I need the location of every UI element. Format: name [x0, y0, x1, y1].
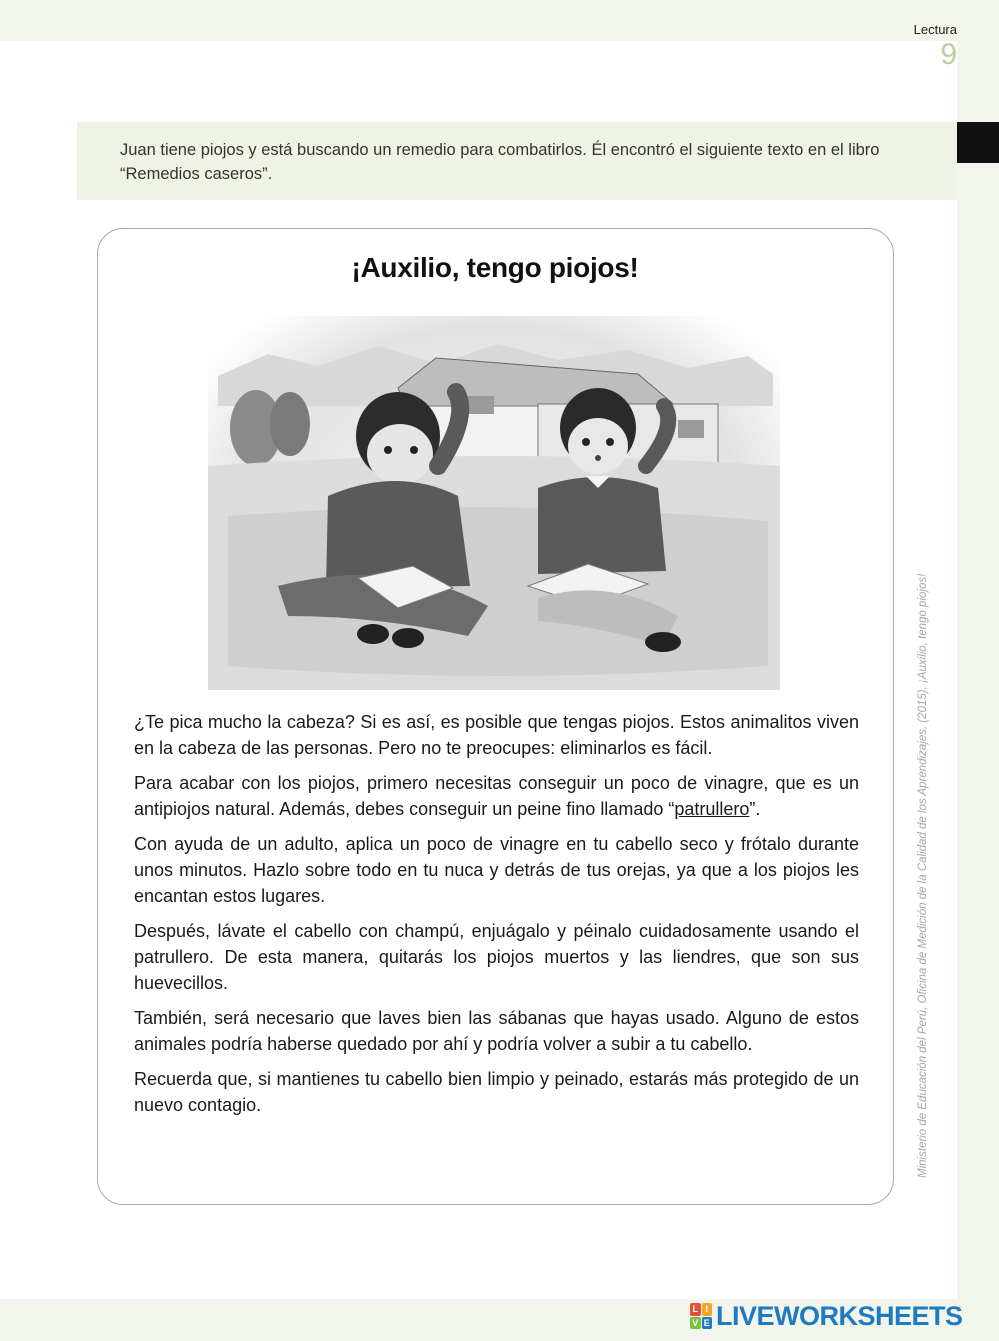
- paragraph-2: [134, 770, 859, 822]
- paragraph-3: Con ayuda de un adulto, aplica un poco de vinagre en tu cabello seco y frótalo durante unos minutos. Hazlo sobre todo en tu nuca y detrás de tus orejas, ya que a los piojos les encantan estos lugares.: [134, 834, 859, 906]
- badge-letter: I: [702, 1303, 713, 1316]
- badge-letter: E: [702, 1317, 713, 1330]
- badge-letter: L: [690, 1303, 701, 1316]
- paragraph-1: ¿Te pica mucho la cabeza? Si es así, es posible que tengas piojos. Estos animalitos viven en la cabeza de las personas. Pero no te preocupes: eliminarlos es fácil.: [134, 712, 859, 758]
- paragraph-4: Después, lávate el cabello con champú, enjuágalo y péinalo cuidadosamente usando el patrullero. De esta manera, quitarás los piojos muertos y las liendres, que son sus huevecillos.: [134, 921, 859, 993]
- liveworksheets-logo[interactable]: [690, 1302, 963, 1330]
- liveworksheets-badge-icon: [690, 1303, 712, 1329]
- section-tab-marker: [957, 122, 999, 163]
- term-patrullero: patrullero: [674, 799, 750, 819]
- liveworksheets-brand: LIVEWORKSHEETS: [716, 1300, 963, 1331]
- paragraph-5: También, será necesario que laves bien las sábanas que hayas usado. Alguno de estos animales podría haberse quedado por ahí y podría volver a subir a tu cabello.: [134, 1008, 859, 1054]
- section-number: 9: [940, 38, 957, 71]
- section-label: Lectura: [913, 22, 957, 37]
- paragraph-2-end: ”.: [749, 799, 761, 819]
- intro-text: Juan tiene piojos y está buscando un remedio para combatirlos. Él encontró el siguiente texto en el libro “Remedios caseros”.: [120, 141, 880, 183]
- paragraph-2-text: Para acabar con los piojos, primero necesitas conseguir un poco de vinagre, que es un antipiojos natural. Además, debes conseguir un peine fino llamado “: [134, 773, 859, 819]
- intro-box: [77, 122, 957, 200]
- source-credit: Ministerio de Educación del Perú, Oficina de Medición de la Calidad de los Aprendizajes. (2015). ¡Auxilio, tengo piojos!: [917, 573, 929, 1178]
- paragraph-6: Recuerda que, si mantienes tu cabello bien limpio y peinado, estarás más protegido de un nuevo contagio.: [134, 1069, 859, 1115]
- top-band: [0, 0, 999, 41]
- reading-title: ¡Auxilio, tengo piojos!: [351, 252, 639, 283]
- badge-letter: V: [690, 1317, 701, 1330]
- children-reading-illustration: [208, 316, 780, 690]
- reading-body: [134, 709, 859, 1127]
- right-margin-band: [957, 0, 999, 1341]
